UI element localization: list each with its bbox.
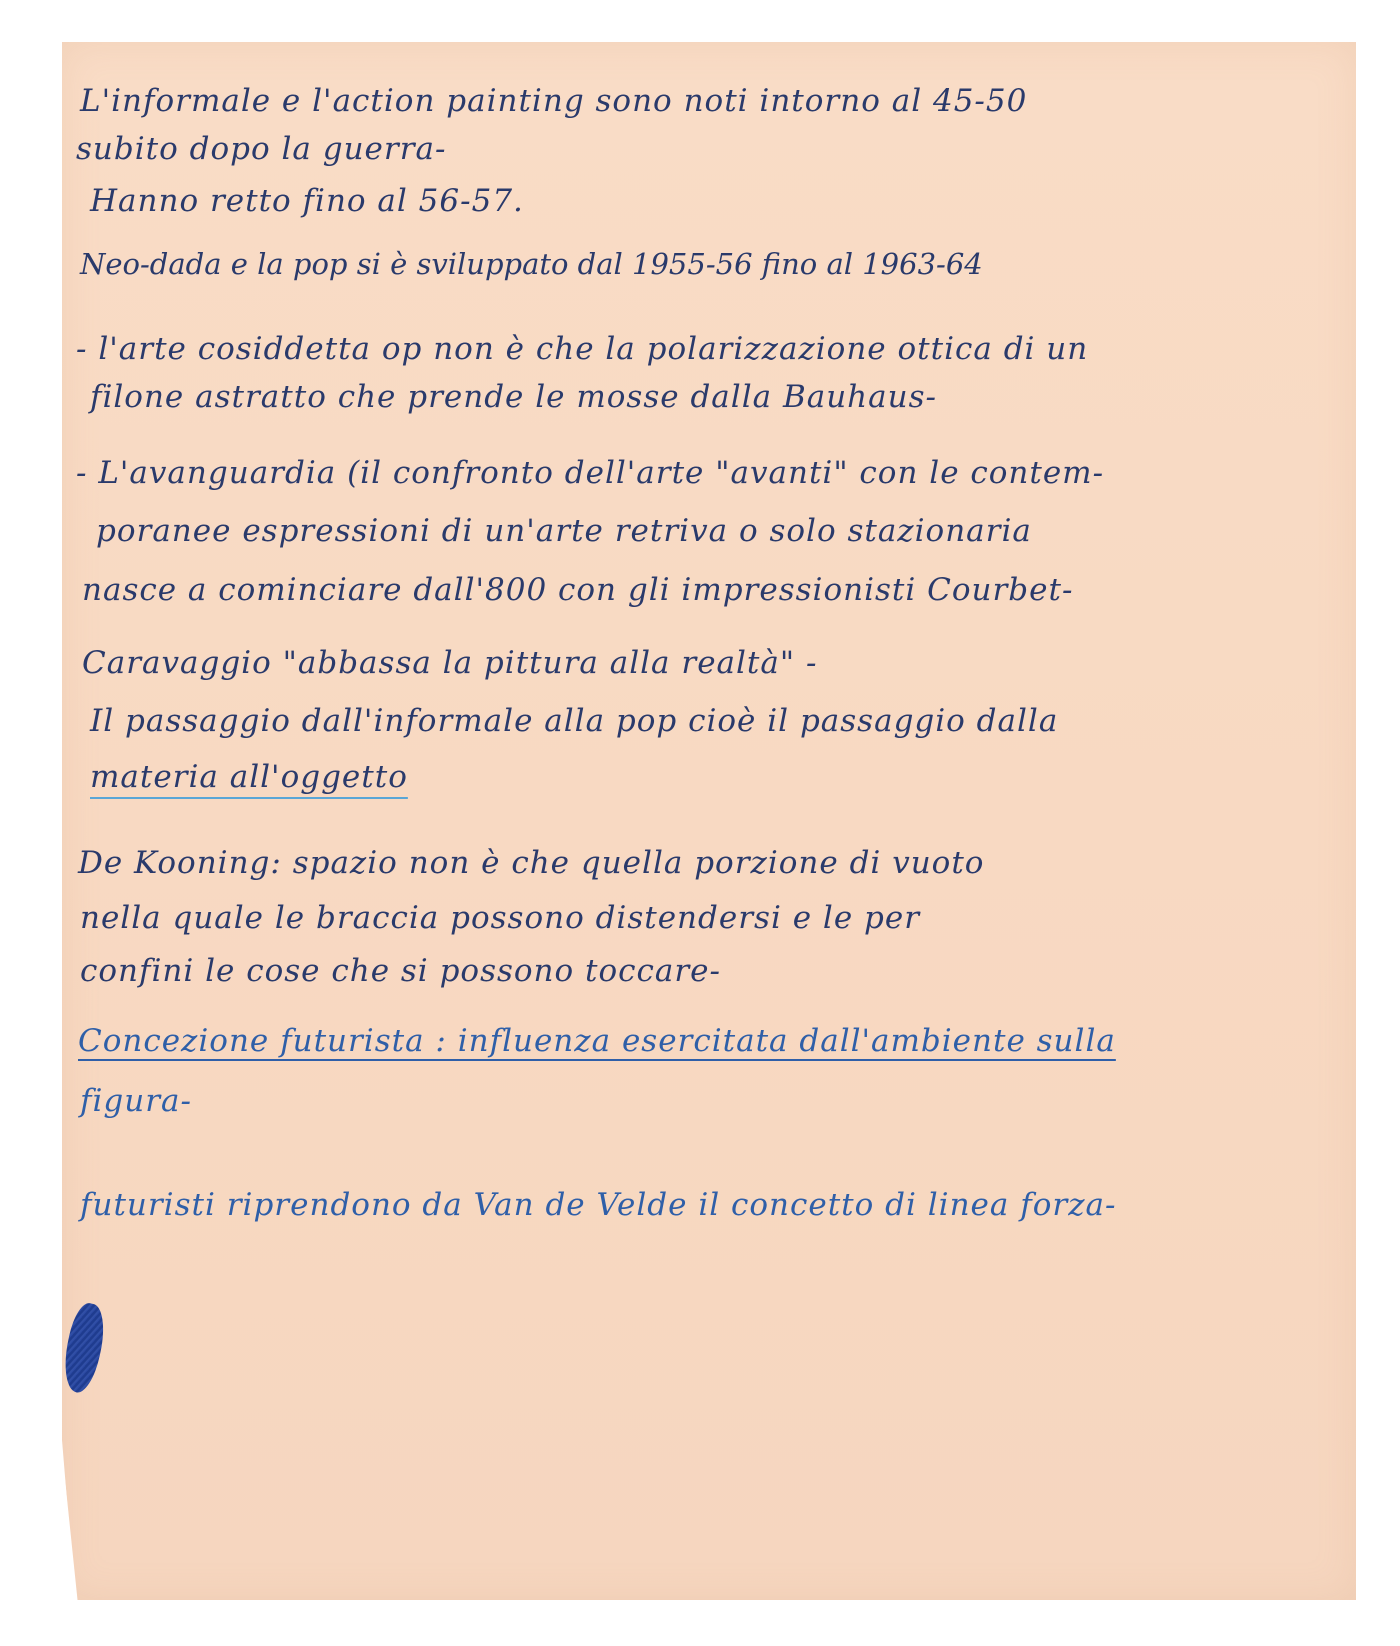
text-line-2: subito dopo la guerra- [76, 131, 447, 167]
text-line-9: nasce a cominciare dall'800 con gli impressionisti Courbet- [82, 572, 1074, 608]
text-line-3: Hanno retto fino al 56-57. [90, 183, 524, 219]
text-line-17: figura- [80, 1083, 192, 1119]
text-line-5: - l'arte cosiddetta op non è che la polarizzazione ottica di un [76, 331, 1089, 367]
text-line-18: futuristi riprendono da Van de Velde il concetto di linea forza- [80, 1187, 1117, 1223]
text-line-7: - L'avanguardia (il confronto dell'arte "avanti" con le contem- [76, 455, 1105, 491]
text-line-12: materia all'oggetto [90, 759, 408, 795]
text-line-10: Caravaggio "abbassa la pittura alla realtà" - [82, 645, 818, 681]
text-line-16: Concezione futurista : influenza esercitata dall'ambiente sulla [78, 1023, 1116, 1059]
text-line-6: filone astratto che prende le mosse dalla Bauhaus- [90, 379, 937, 415]
text-line-13: De Kooning: spazio non è che quella porzione di vuoto [78, 845, 985, 881]
text-line-8: poranee espressioni di un'arte retriva o solo stazionaria [96, 513, 1032, 549]
text-line-15: confini le cose che si possono toccare- [80, 953, 722, 989]
text-line-1: L'informale e l'action painting sono noti intorno al 45-50 [80, 83, 1028, 119]
text-line-4: Neo-dada e la pop si è sviluppato dal 1955-56 fino al 1963-64 [80, 247, 983, 281]
text-line-14: nella quale le braccia possono distendersi e le per [80, 900, 921, 936]
text-line-11: Il passaggio dall'informale alla pop cioè il passaggio dalla [90, 703, 1059, 739]
